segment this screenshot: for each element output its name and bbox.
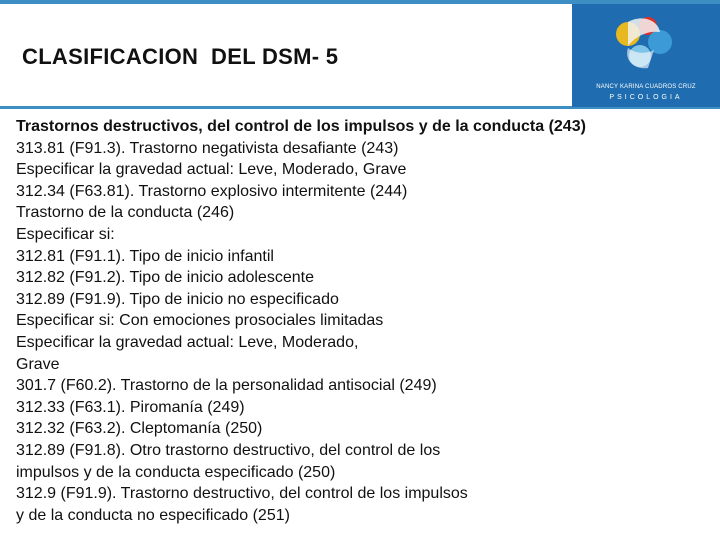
list-item: Trastorno de la conducta (246) — [16, 204, 235, 222]
list-item: 312.89 (F91.9). Tipo de inicio no especificado — [16, 290, 339, 308]
logo-subtitle: PSICOLOGIA — [609, 94, 683, 101]
list-item: Especificar la gravedad actual: Leve, Moderado, — [16, 333, 359, 351]
list-item: Especificar la gravedad actual: Leve, Moderado, Grave — [16, 161, 407, 179]
page-title: CLASIFICACION DEL DSM- 5 — [22, 44, 339, 69]
list-item: 312.9 (F91.9). Trastorno destructivo, del control de los impulsos — [16, 485, 468, 503]
section-heading: Trastornos destructivos, del control de los impulsos y de la conducta (243) — [16, 118, 586, 135]
logo — [572, 4, 720, 107]
list-item: Grave — [16, 355, 60, 373]
list-item: Especificar si: Con emociones prosociales limitadas — [16, 312, 384, 330]
classification-list — [16, 116, 706, 526]
header-banner — [0, 0, 720, 110]
list-item: 312.82 (F91.2). Tipo de inicio adolescente — [16, 269, 314, 287]
list-item: Especificar si: — [16, 225, 115, 243]
list-item: 313.81 (F91.3). Trastorno negativista desafiante (243) — [16, 139, 399, 157]
list-item: 312.33 (F63.1). Piromanía (249) — [16, 398, 245, 416]
psychology-logo-icon — [594, 10, 698, 82]
list-item: 312.81 (F91.1). Tipo de inicio infantil — [16, 247, 274, 265]
list-item: y de la conducta no especificado (251) — [16, 506, 290, 524]
list-item: 301.7 (F60.2). Trastorno de la personalidad antisocial (249) — [16, 377, 437, 395]
list-item: 312.34 (F63.81). Trastorno explosivo intermitente (244) — [16, 182, 408, 200]
list-item: 312.32 (F63.2). Cleptomanía (250) — [16, 420, 263, 438]
list-item: 312.89 (F91.8). Otro trastorno destructivo, del control de los — [16, 441, 441, 459]
list-item: impulsos y de la conducta especificado (250) — [16, 463, 336, 481]
logo-name: NANCY KARINA CUADROS CRUZ — [596, 84, 696, 90]
